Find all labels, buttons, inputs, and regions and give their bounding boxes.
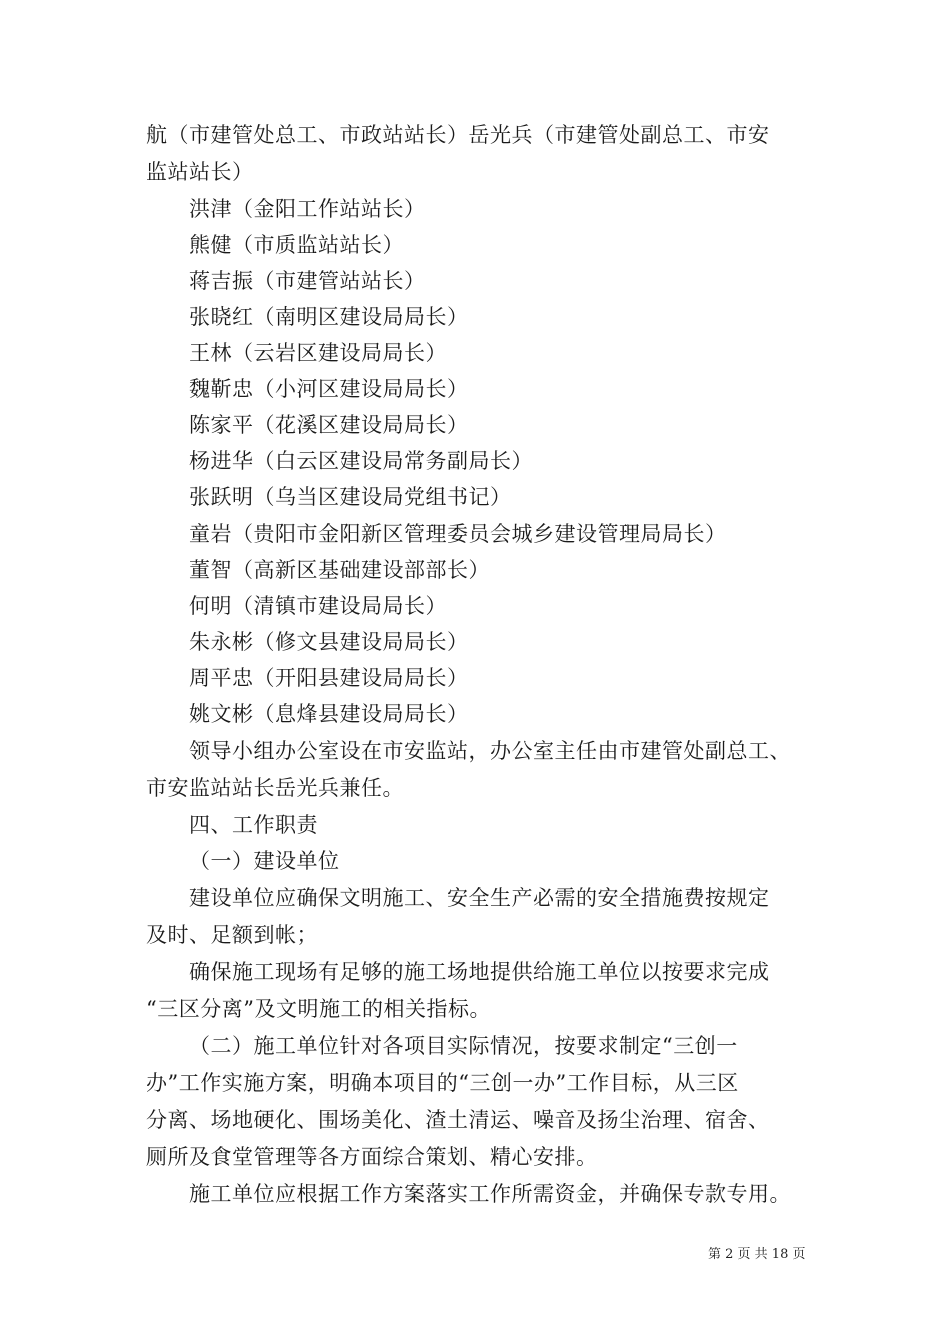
page-number: 第 2 页 共 18 页 — [708, 1247, 806, 1262]
body-line: 监站站长） — [146, 160, 254, 184]
body-line: 陈家平（花溪区建设局局长） — [189, 413, 469, 437]
body-line: 熊健（市质监站站长） — [189, 233, 404, 257]
section-heading: 四、工作职责 — [189, 813, 318, 837]
body-line: 及时、足额到帐； — [146, 923, 318, 947]
body-line: 何明（清镇市建设局局长） — [189, 594, 447, 618]
body-line: 领导小组办公室设在市安监站，办公室主任由市建管处副总工、 — [189, 739, 791, 763]
subsection-heading: （一）建设单位 — [189, 849, 340, 873]
body-line: 姚文彬（息烽县建设局局长） — [189, 702, 469, 726]
body-line: 童岩（贵阳市金阳新区管理委员会城乡建设管理局局长） — [189, 522, 727, 546]
body-line: 洪津（金阳工作站站长） — [189, 197, 426, 221]
body-line: 办”工作实施方案，明确本项目的“三创一办”工作目标，从三区 — [146, 1071, 739, 1095]
body-line: 董智（高新区基础建设部部长） — [189, 558, 490, 582]
body-line: 周平忠（开阳县建设局局长） — [189, 666, 469, 690]
body-line: 确保施工现场有足够的施工场地提供给施工单位以按要求完成 — [189, 960, 770, 984]
body-line: “三区分离”及文明施工的相关指标。 — [146, 997, 491, 1021]
body-line: 魏靳忠（小河区建设局局长） — [189, 377, 469, 401]
body-line: 施工单位应根据工作方案落实工作所需资金，并确保专款专用。 — [189, 1182, 791, 1206]
body-line: 航（市建管处总工、市政站站长）岳光兵（市建管处副总工、市安 — [146, 123, 770, 147]
body-line: 厕所及食堂管理等各方面综合策划、精心安排。 — [146, 1145, 598, 1169]
body-line: 蒋吉振（市建管站站长） — [189, 269, 426, 293]
body-line: （二）施工单位针对各项目实际情况，按要求制定“三创一 — [189, 1034, 738, 1058]
body-line: 市安监站站长岳光兵兼任。 — [146, 776, 404, 800]
body-line: 杨进华（白云区建设局常务副局长） — [189, 449, 533, 473]
body-line: 王林（云岩区建设局局长） — [189, 341, 447, 365]
body-line: 张晓红（南明区建设局局长） — [189, 305, 469, 329]
body-line: 张跃明（乌当区建设局党组书记） — [189, 485, 512, 509]
body-line: 建设单位应确保文明施工、安全生产必需的安全措施费按规定 — [189, 886, 770, 910]
body-line: 分离、场地硬化、围场美化、渣土清运、噪音及扬尘治理、宿舍、 — [146, 1108, 770, 1132]
body-line: 朱永彬（修文县建设局局长） — [189, 630, 469, 654]
